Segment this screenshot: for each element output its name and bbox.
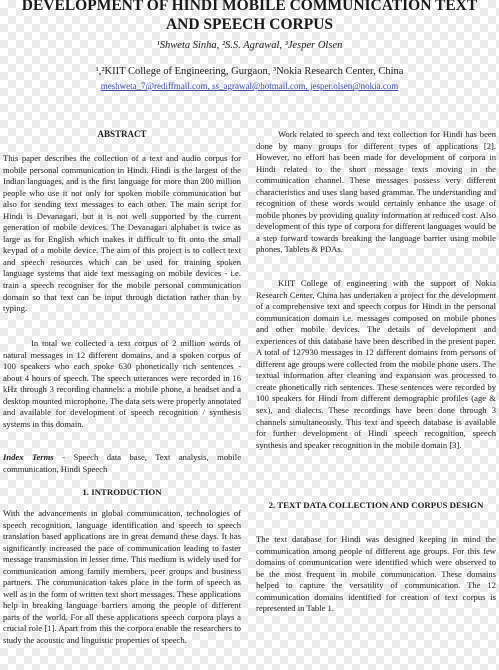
affiliation: ¹,²KIIT College of Engineering, Gurgaon, ³Nokia Research Center, China — [95, 66, 404, 77]
right-paragraph-2: KIIT College of engineering with the support of Nokia Research Center, China has undertaken a project for the development of a comprehensive text and speech corpus for Hindi in the personal communication domain i.e. messages composed on mobile phones and other mobile devices. The details of development and experiences of this database have been described in the present paper. A total of 127930 messages in 12 different domains from persons of different age groups were collected from the mobile phone users. The textual information after cleaning and expansion was processed to create phonetically rich sentences. These sentences were recorded by 100 speakers for Hindi from different demographic profiles (age & sex), and dialects. These recordings have been done through 3 channels simultaneously. This text and speech database is available for further development of Hindi speech recognition, speech synthesis and speaker recognition in the mobile domain [3]. — [256, 278, 496, 450]
introduction-paragraph: With the advancements in global communication, technologies of speech recognition, language identification and speech to speech translation based applications are in great demand these days. It has significantly increased the pace of communication leading to faster message transmission in lesser time. This medium is widely used for communication among family members, peer groups and business partners. The communication takes place in the form of speech as well as in the form of written text short messages. These applications help in breaking language barriers among the people of different parts of the world. For all these applications speech corpora plays a crucial role [1]. Apart from this the corpora enable the researchers to study the acoustic and linguistic properties of speech. — [3, 508, 241, 646]
paper-title: DEVELOPMENT OF HINDI MOBILE COMMUNICATION TEXT AND SPEECH CORPUS — [21, 0, 478, 33]
section-2-paragraph: The text database for Hindi was designed keeping in mind the communication among people of different age groups. For this few domains of communication were identified which were observed to be the most frequent in mobile communication. These domains helped to capture the versatility of communication. The 12 communication domains identified for creation of text corpus is represented in Table 1. — [256, 534, 496, 614]
index-terms — [3, 452, 241, 475]
author-list: ¹Shweta Sinha, ²S.S. Agrawal, ³Jesper Olsen — [156, 40, 343, 51]
index-terms-label: Index Terms — [3, 452, 54, 462]
abstract-paragraph-1: This paper describes the collection of a text and audio corpus for mobile personal communication in Hindi. Hindi is the largest of the Indian languages, and is the first language for more than 200 million people who use it not only for spoken mobile communication but also for sending text messages to each other. The main script for Hindi is Devanagari, but it is not well supported by the current generation of mobile devices. The Devanagari alphabet is twice as large as for English which makes it difficult to fit onto the small keypad of a mobile device. The aim of this project is to collect text and speech resources which can be used for training spoken language systems that aide text messaging on mobile devices - i.e. train a speech recogniser for the mobile personal communication domain so that text can be input through dictation rather than by typing. — [3, 153, 241, 314]
abstract-heading: ABSTRACT — [97, 129, 147, 139]
introduction-heading: 1. INTRODUCTION — [82, 487, 162, 497]
index-terms-text: - Speech data base, Text analysis, mobile communication, Hindi Speech — [3, 452, 242, 474]
section-2-heading: 2. TEXT DATA COLLECTION AND CORPUS DESIGN — [268, 500, 484, 510]
abstract-paragraph-2: In total we collected a text corpus of 2 million words of natural messages in 12 different domains, and a spoken corpus of 100 speakers who each spoke 630 phonetically rich sentences - about 4 hours of speech. The speech utterances were recorded in 16 kHz through 3 recording channels: a mobile phone, a headset and a desktop mounted microphone. The data sets were properly annotated and available for development of speech recognition / synthesis systems in this domain. — [3, 338, 241, 429]
email-links[interactable]: meshweta_7@rediffmail.com, ss_agrawal@hotmail.com, jesper.olsen@nokia.com — [100, 81, 399, 91]
right-paragraph-1: Work related to speech and text collection for Hindi has been done by many groups for different types of applications [2]. However, no effort has been made for development of corpora in Hindi related to the short message texts moving in the communication channel. These messages possess very different characteristics and uses slang based grammar. The understanding and recognition of these words would certainly enhance the usage of mobile phones by providing quality information at reduced cost. Also development of this type of corpora for different languages would be a step forward towards breaking the language barrier using mobile phones, Tablets & PDAs. — [256, 129, 496, 255]
